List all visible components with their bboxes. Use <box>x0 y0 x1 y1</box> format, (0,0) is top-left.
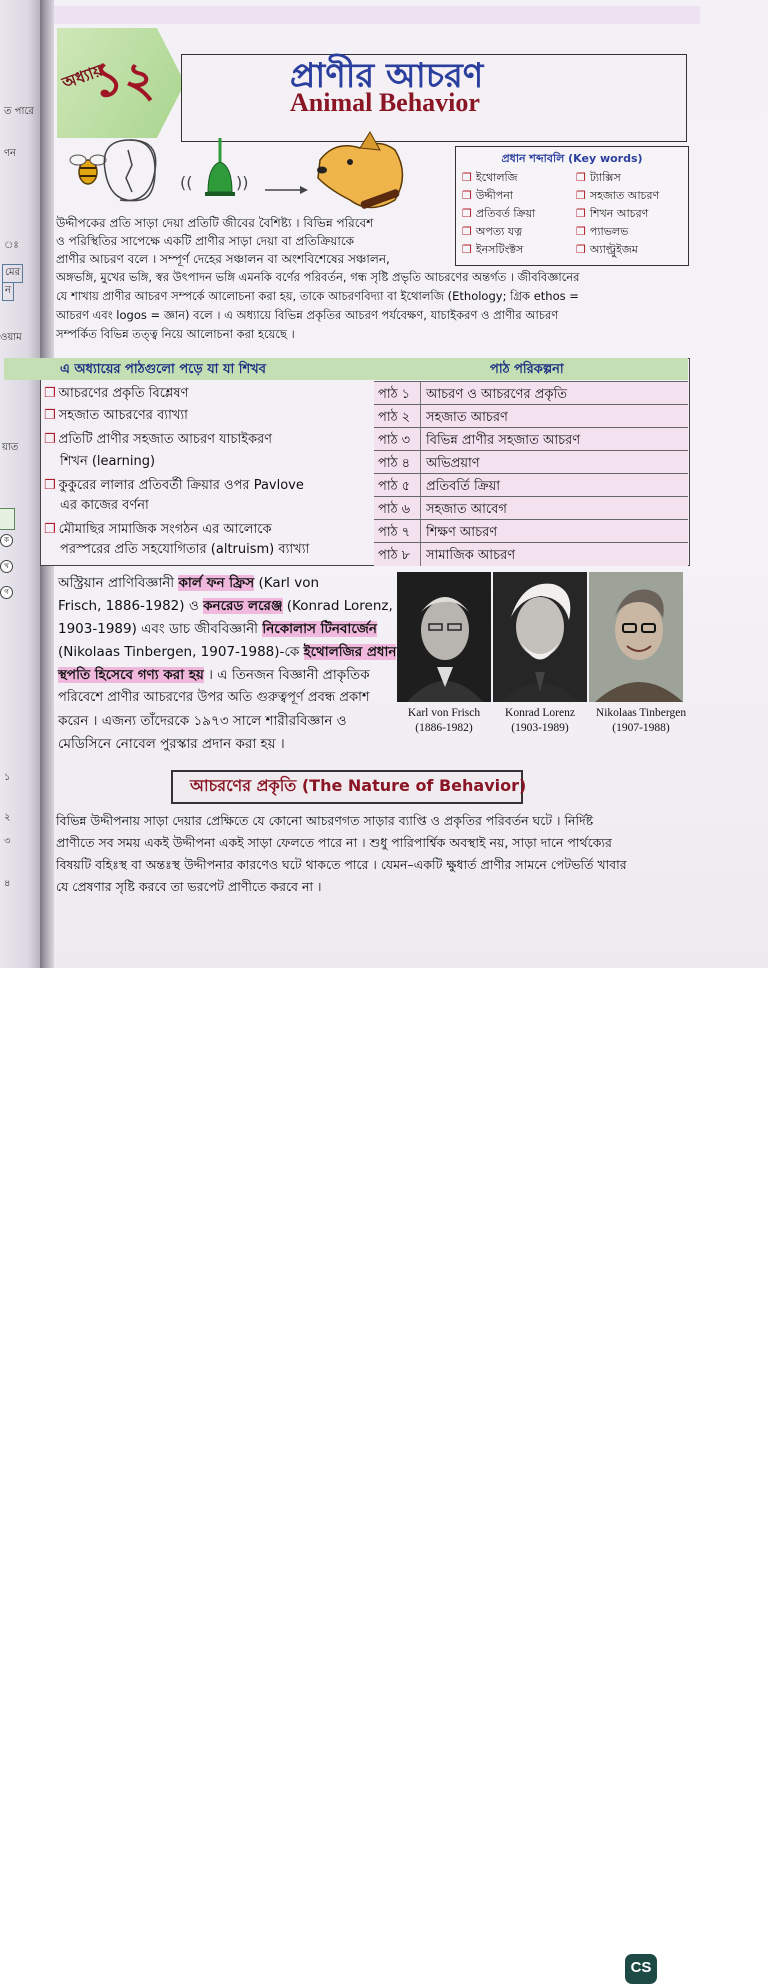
intro-line: সম্পর্কিত বিভিন্ন তত্ত্ব নিয়ে আলোচনা করা হয়েছে । <box>56 327 295 341</box>
bell-icon <box>180 138 248 196</box>
keyword-item: ❒ ট্যাক্সিস <box>576 171 621 184</box>
svg-text:((: (( <box>180 173 193 192</box>
intro-line: অঙ্গভঙ্গি, মুখের ভঙ্গি, স্বর উৎপাদন ভঙ্গি এমনকি বর্ণের পরিবর্তন, গন্ধ সৃষ্টি প্রভৃতি আচরণের অন্তর্গত । জীববিজ্ঞানের <box>56 270 580 284</box>
caption-nikolaas-tinbergen: Nikolaas Tinbergen (1907-1988) <box>595 707 687 734</box>
lesson-row: পাঠ ২ সহজাত আচরণ <box>374 404 688 428</box>
learn-item: শিখন (learning) <box>60 454 156 469</box>
page-top-strip <box>54 6 700 24</box>
lesson-row: পাঠ ৬ সহজাত আবেগ <box>374 496 688 520</box>
arrow-icon <box>265 186 308 194</box>
keyword-item: ❒ প্যাভলভ <box>576 225 629 238</box>
scientists-line: অস্ট্রিয়ান প্রাণিবিজ্ঞানী কার্ল ফন ফ্রিস (Karl von <box>58 575 320 591</box>
learn-item: ❒ প্রতিটি প্রাণীর সহজাত আচরণ যাচাইকরণ <box>44 432 273 447</box>
svg-text:)): )) <box>236 173 249 192</box>
keyword-item: ❒ শিখন আচরণ <box>576 207 649 220</box>
caption-konrad-lorenz: Konrad Lorenz (1903-1989) <box>505 707 575 734</box>
left-page-edge <box>0 0 40 968</box>
scientists-line: Frisch, 1886-1982) ও কনরেড লরেঞ্জ (Konrad Lorenz, <box>58 598 393 614</box>
scanner-footer <box>0 968 768 1976</box>
left-number: ১ <box>4 772 11 783</box>
book-photo <box>0 0 768 968</box>
camscanner-logo: CS <box>625 1954 657 1984</box>
portrait-nikolaas-tinbergen <box>589 572 683 702</box>
bee-icon <box>70 155 106 184</box>
learn-item: ❒ সহজাত আচরণের ব্যাখ্যা <box>44 408 188 423</box>
left-fragment: ণন <box>4 148 17 159</box>
keyword-item: ❒ সহজাত আচরণ <box>576 189 660 202</box>
left-number: ৩ <box>4 836 11 847</box>
learn-item: ❒ কুকুরের লালার প্রতিবর্তী ক্রিয়ার ওপর Pavlove <box>44 478 304 493</box>
chapter-title-en: Animal Behavior <box>290 88 480 117</box>
lesson-row: পাঠ ৫ প্রতিবর্তি ক্রিয়া <box>374 473 688 497</box>
lesson-row: পাঠ ৮ সামাজিক আচরণ <box>374 542 688 566</box>
scientists-line: (Nikolaas Tinbergen, 1907-1988)-কে ইথোলজির প্রধান <box>58 644 397 660</box>
intro-line: প্রাণীর আচরণ বলে । সম্পূর্ণ দেহের সঞ্চালন বা অংশবিশেষের সঞ্চালন, <box>56 252 390 266</box>
plan-header: পাঠ পরিকল্পনা <box>490 362 564 377</box>
keywords-box <box>455 146 689 266</box>
scientists-line: 1903-1989) এবং ডাচ জীববিজ্ঞানী নিকোলাস টিনবার্জেন <box>58 621 377 637</box>
keywords-title: প্রধান শব্দাবলি (Key words) <box>501 152 643 165</box>
learn-item: ❒ মৌমাছির সামাজিক সংগঠন এর আলোকে <box>44 522 272 537</box>
intro-line: যে শাখায় প্রাণীর আচরণ সম্পর্কে আলোচনা করা হয়, তাকে আচরণবিদ্যা বা ইথোলজি (Ethology; গ্রিক ethos = <box>56 289 579 303</box>
portrait-karl-von-frisch <box>397 572 491 702</box>
keyword-item: ❒ প্রতিবর্ত ক্রিয়া <box>462 207 536 220</box>
left-number: ৪ <box>4 878 11 889</box>
caption-karl-von-frisch: Karl von Frisch (1886-1982) <box>407 707 481 734</box>
learn-header: এ অধ্যায়ের পাঠগুলো পড়ে যা যা শিখব <box>60 362 266 377</box>
lesson-row: পাঠ ১ আচরণ ও আচরণের প্রকৃতি <box>374 381 688 405</box>
chapter-title-bn: প্রাণীর আচরণ <box>290 56 484 96</box>
left-fragment: মের <box>2 264 23 283</box>
left-circle: গ <box>0 586 13 599</box>
keyword-item: ❒ উদ্দীপনা <box>462 189 513 202</box>
left-fragment: ওয়াম <box>0 332 22 343</box>
left-marker <box>0 508 15 530</box>
nature-line: বিষয়টি বহিঃস্থ বা অন্তঃস্থ উদ্দীপনার কারণেও ঘটে থাকতে পারে । যেমন–একটি ক্ষুধার্ত প্রাণীর সামনে পেটভর্তি খাবার <box>56 857 627 872</box>
chapter-label: অধ্যায় <box>59 60 106 93</box>
scientists-line: পরিবেশে প্রাণীর আচরণের উপর অতি গুরুত্বপূর্ণ প্রবন্ধ প্রকাশ <box>58 690 370 705</box>
scientists-line: মেডিসিনে নোবেল পুরস্কার প্রদান করা হয় । <box>58 736 285 752</box>
learn-item: ❒ আচরণের প্রকৃতি বিশ্লেষণ <box>44 386 189 401</box>
left-number: ২ <box>4 812 11 823</box>
learn-item: পরস্পরের প্রতি সহযোগিতার (altruism) ব্যাখ্যা <box>60 542 310 557</box>
left-circle: ক <box>0 534 13 547</box>
left-fragment: ত পারে <box>4 106 34 117</box>
intro-line: আচরণ এবং logos = জ্ঞান) বলে । এ অধ্যায়ে বিভিন্ন প্রকৃতির আচরণ পর্যবেক্ষণ, যাচাইকরণ ও প্রাণীর আচরণ <box>56 308 559 322</box>
left-fragment: ঃ <box>4 240 19 251</box>
dog-head-icon <box>317 132 403 210</box>
keyword-item: ❒ ইনসটিংক্টস <box>462 243 524 256</box>
lesson-row: পাঠ ৩ বিভিন্ন প্রাণীর সহজাত আচরণ <box>374 427 688 451</box>
keyword-item: ❒ অ্যাল্ট্রুইজম <box>576 243 638 256</box>
behavior-illustration <box>60 120 450 220</box>
intro-line: উদ্দীপকের প্রতি সাড়া দেয়া প্রতিটি জীবের বৈশিষ্ট্য । বিভিন্ন পরিবেশ <box>56 216 374 230</box>
nature-line: বিভিন্ন উদ্দীপনায় সাড়া দেয়ার প্রেক্ষিতে যে কোনো আচরণগত সাড়ার ব্যাপ্তি ও প্রকৃতির পরিবর্তন ঘটে । নির্দিষ্ট <box>56 813 594 828</box>
scientists-line: স্থপতি হিসেবে গণ্য করা হয় । এ তিনজন বিজ্ঞানী প্রাকৃতিক <box>58 667 370 683</box>
section-title: আচরণের প্রকৃতি (The Nature of Behavior) <box>190 776 527 795</box>
intro-line: ও পরিস্থিতির সাপেক্ষে একটি প্রাণীর সাড়া দেয়া বা প্রতিক্রিয়াকে <box>56 234 355 248</box>
keyword-item: ❒ অপত্য যত্ন <box>462 225 523 238</box>
left-fragment: ন <box>2 282 14 301</box>
lesson-row: পাঠ ৭ শিক্ষণ আচরণ <box>374 519 688 543</box>
waggle-dance-path-icon <box>104 140 155 201</box>
keyword-item: ❒ ইথোলজি <box>462 171 518 184</box>
learn-item: এর কাজের বর্ণনা <box>60 498 149 513</box>
nature-line: প্রাণীতে সব সময় একই উদ্দীপনা একই সাড়া ফেলতে পারে না । শুধু পারিপার্শ্বিক অবস্থাই নয়, সাড়া দানে পার্থক্যের <box>56 835 612 850</box>
left-fragment: য়াত <box>2 442 19 453</box>
chapter-number: ১২ <box>93 52 156 108</box>
portrait-konrad-lorenz <box>493 572 587 702</box>
lesson-row: পাঠ ৪ অভিপ্রয়াণ <box>374 450 688 474</box>
left-circle: খ <box>0 560 13 573</box>
nature-line: যে প্রেষণার সৃষ্টি করবে তা ভরপেট প্রাণীতে করবে না । <box>56 879 322 894</box>
scientists-line: করেন । এজন্য তাঁদেরকে ১৯৭৩ সালে শারীরবিজ্ঞান ও <box>58 713 347 729</box>
